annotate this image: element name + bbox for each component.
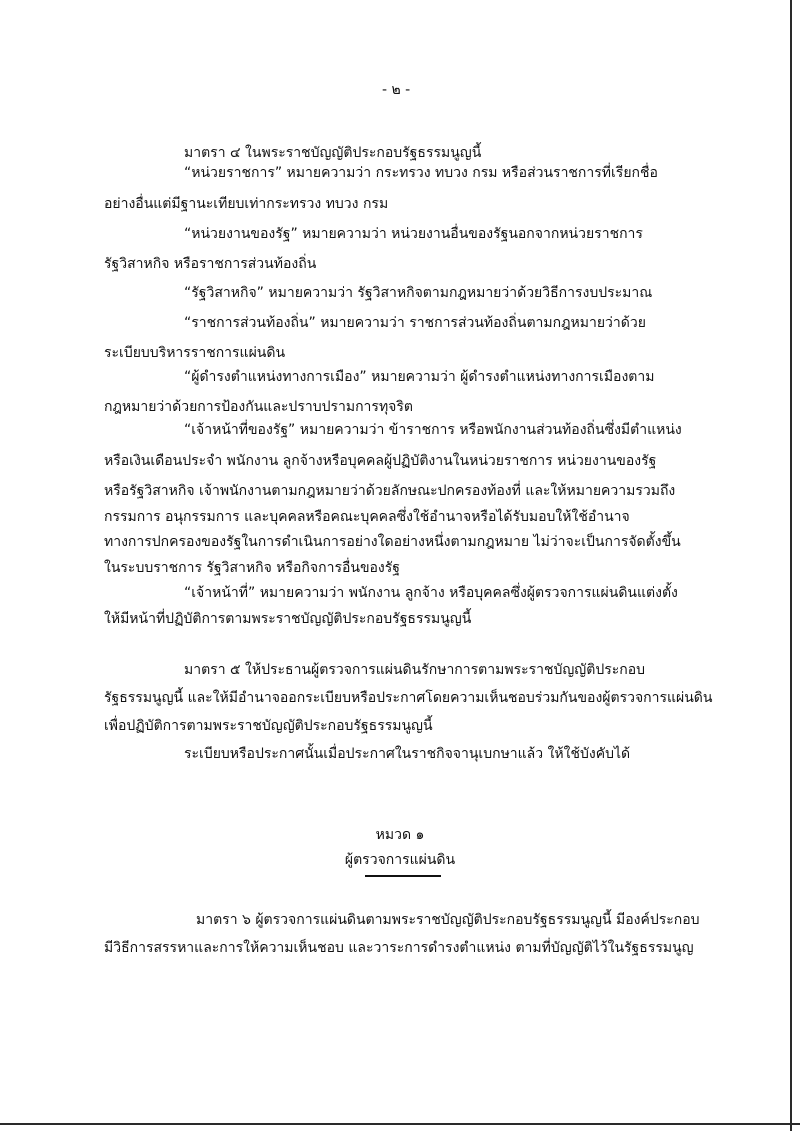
section4-line: ให้มีหน้าที่ปฏิบัติการตามพระราชบัญญัติประกอบรัฐธรรมนูญนี้ bbox=[104, 611, 472, 627]
chapter-number: หมวด ๑ bbox=[375, 827, 425, 843]
scan-edge-right bbox=[790, 0, 792, 1131]
page-number: - ๒ - bbox=[382, 82, 411, 98]
section4-line: ระเบียบบริหารราชการแผ่นดิน bbox=[104, 345, 286, 361]
section4-line: อย่างอื่นแต่มีฐานะเทียบเท่ากระทรวง ทบวง กรม bbox=[104, 196, 389, 212]
section4-line: “ราชการส่วนท้องถิ่น” หมายความว่า ราชการส่วนท้องถิ่นตามกฎหมายว่าด้วย bbox=[184, 315, 646, 331]
section4-line: “รัฐวิสาหกิจ” หมายความว่า รัฐวิสาหกิจตามกฎหมายว่าด้วยวิธีการงบประมาณ bbox=[184, 285, 653, 301]
section4-line: หรือเงินเดือนประจำ พนักงาน ลูกจ้างหรือบุคคลผู้ปฏิบัติงานในหน่วยราชการ หน่วยงานของรัฐ bbox=[104, 453, 657, 469]
scan-edge-bottom bbox=[0, 1123, 800, 1125]
section6-line: มาตรา ๖ ผู้ตรวจการแผ่นดินตามพระราชบัญญัติประกอบรัฐธรรมนูญนี้ มีองค์ประกอบ bbox=[196, 912, 700, 928]
section4-heading: มาตรา ๔ ในพระราชบัญญัติประกอบรัฐธรรมนูญนี้ bbox=[184, 145, 482, 161]
section4-line: ในระบบราชการ รัฐวิสาหกิจ หรือกิจการอื่นของรัฐ bbox=[104, 560, 401, 576]
section4-line: “เจ้าหน้าที่” หมายความว่า พนักงาน ลูกจ้าง หรือบุคคลซึ่งผู้ตรวจการแผ่นดินแต่งตั้ง bbox=[184, 585, 678, 601]
chapter-title: ผู้ตรวจการแผ่นดิน bbox=[344, 852, 456, 868]
section4-line: กรรมการ อนุกรรมการ และบุคคลหรือคณะบุคคลซึ่งใช้อำนาจหรือได้รับมอบให้ใช้อำนาจ bbox=[104, 509, 630, 525]
section4-line: “หน่วยงานของรัฐ” หมายความว่า หน่วยงานอื่นของรัฐนอกจากหน่วยราชการ bbox=[184, 226, 643, 242]
section5-line: ระเบียบหรือประกาศนั้นเมื่อประกาศในราชกิจจานุเบกษาแล้ว ให้ใช้บังคับได้ bbox=[184, 746, 631, 762]
section5-line: มาตรา ๕ ให้ประธานผู้ตรวจการแผ่นดินรักษาการตามพระราชบัญญัติประกอบ bbox=[184, 662, 646, 678]
section4-line: รัฐวิสาหกิจ หรือราชการส่วนท้องถิ่น bbox=[104, 256, 317, 272]
section6-line: มีวิธีการสรรหาและการให้ความเห็นชอบ และวาระการดำรงตำแหน่ง ตามที่บัญญัติไว้ในรัฐธรรมนูญ bbox=[104, 940, 694, 956]
section4-line: ทางการปกครองของรัฐในการดำเนินการอย่างใดอย่างหนึ่งตามกฎหมาย ไม่ว่าจะเป็นการจัดตั้งขึ้น bbox=[104, 534, 681, 550]
section4-line: “เจ้าหน้าที่ของรัฐ” หมายความว่า ข้าราชการ หรือพนักงานส่วนท้องถิ่นซึ่งมีตำแหน่ง bbox=[184, 422, 682, 438]
chapter-divider bbox=[365, 875, 441, 877]
section4-line: หรือรัฐวิสาหกิจ เจ้าพนักงานตามกฎหมายว่าด้วยลักษณะปกครองท้องที่ และให้หมายความรวมถึง bbox=[104, 483, 676, 499]
section4-line: “ผู้ดำรงตำแหน่งทางการเมือง” หมายความว่า ผู้ดำรงตำแหน่งทางการเมืองตาม bbox=[184, 369, 655, 385]
section4-line: “หน่วยราชการ” หมายความว่า กระทรวง ทบวง กรม หรือส่วนราชการที่เรียกชื่อ bbox=[184, 165, 658, 181]
section4-line: กฎหมายว่าด้วยการป้องกันและปราบปรามการทุจริต bbox=[104, 399, 413, 415]
section5-line: รัฐธรรมนูญนี้ และให้มีอำนาจออกระเบียบหรือประกาศโดยความเห็นชอบร่วมกันของผู้ตรวจการแผ่นดิน bbox=[104, 690, 713, 706]
section5-line: เพื่อปฏิบัติการตามพระราชบัญญัติประกอบรัฐธรรมนูญนี้ bbox=[104, 718, 433, 734]
